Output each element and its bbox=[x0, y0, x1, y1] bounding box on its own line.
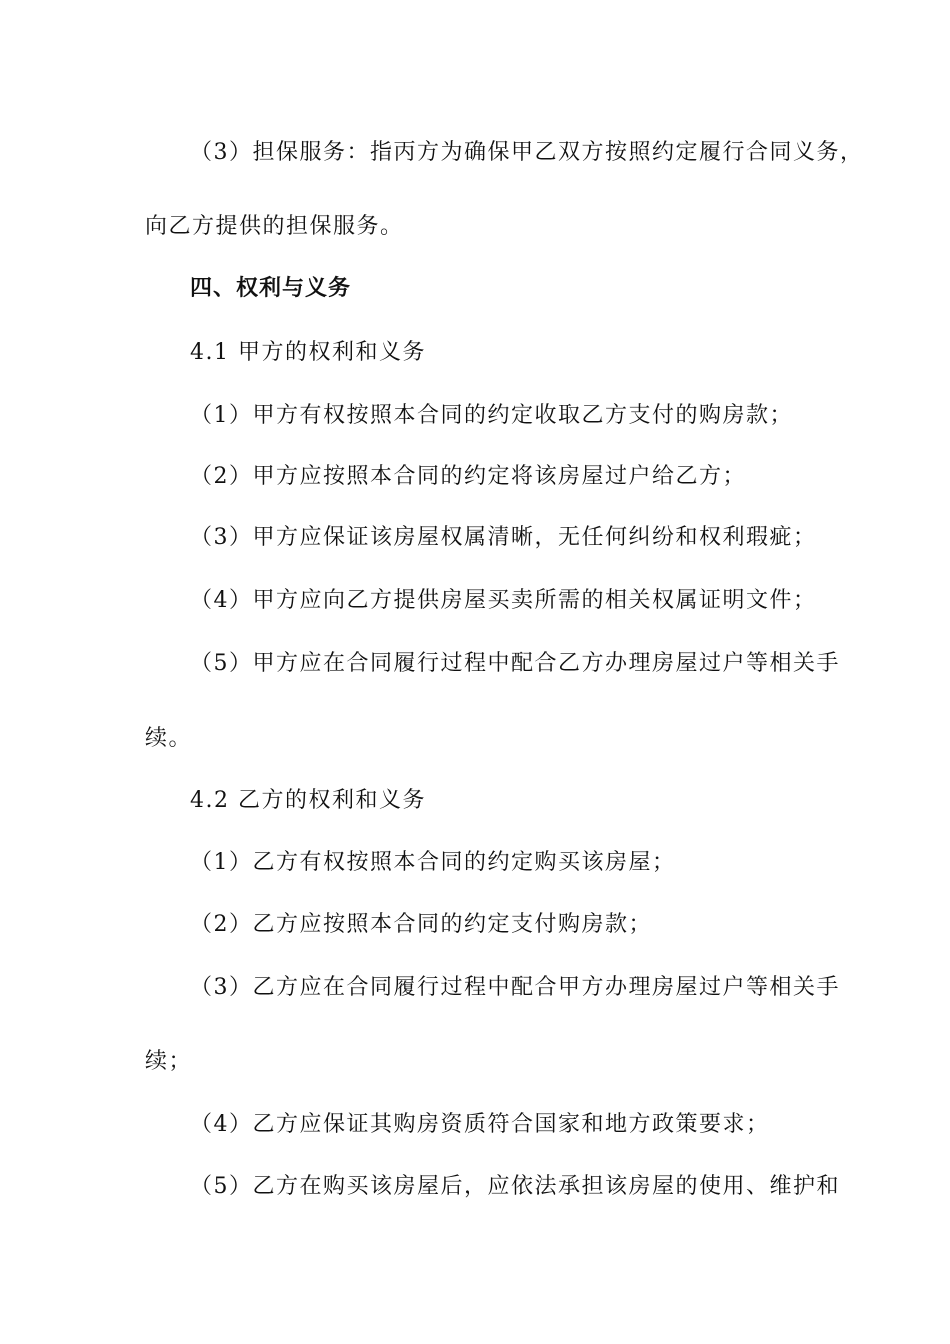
list-item: （4）乙方应保证其购房资质符合国家和地方政策要求； bbox=[190, 1112, 770, 1137]
paragraph-line: 向乙方提供的担保服务。 bbox=[145, 214, 404, 239]
list-item: （3）乙方应在合同履行过程中配合甲方办理房屋过户等相关手 bbox=[190, 975, 840, 1000]
list-item: （2）甲方应按照本合同的约定将该房屋过户给乙方； bbox=[190, 464, 746, 489]
list-item: （5）甲方应在合同履行过程中配合乙方办理房屋过户等相关手 bbox=[190, 651, 840, 676]
list-item: （1）甲方有权按照本合同的约定收取乙方支付的购房款； bbox=[190, 403, 793, 428]
subsection-heading: 4.1 甲方的权利和义务 bbox=[190, 340, 426, 365]
subsection-heading: 4.2 乙方的权利和义务 bbox=[190, 788, 426, 813]
list-item: （4）甲方应向乙方提供房屋买卖所需的相关权属证明文件； bbox=[190, 588, 817, 613]
paragraph-line: （3）担保服务：指丙方为确保甲乙双方按照约定履行合同义务， bbox=[190, 140, 864, 165]
section-heading: 四、权利与义务 bbox=[190, 275, 352, 301]
list-item: （5）乙方在购买该房屋后，应依法承担该房屋的使用、维护和 bbox=[190, 1174, 840, 1199]
list-item: （3）甲方应保证该房屋权属清晰，无任何纠纷和权利瑕疵； bbox=[190, 525, 817, 550]
paragraph-line: 续； bbox=[145, 1049, 193, 1074]
list-item: （2）乙方应按照本合同的约定支付购房款； bbox=[190, 912, 652, 937]
list-item: （1）乙方有权按照本合同的约定购买该房屋； bbox=[190, 850, 676, 875]
paragraph-line: 续。 bbox=[145, 726, 193, 751]
